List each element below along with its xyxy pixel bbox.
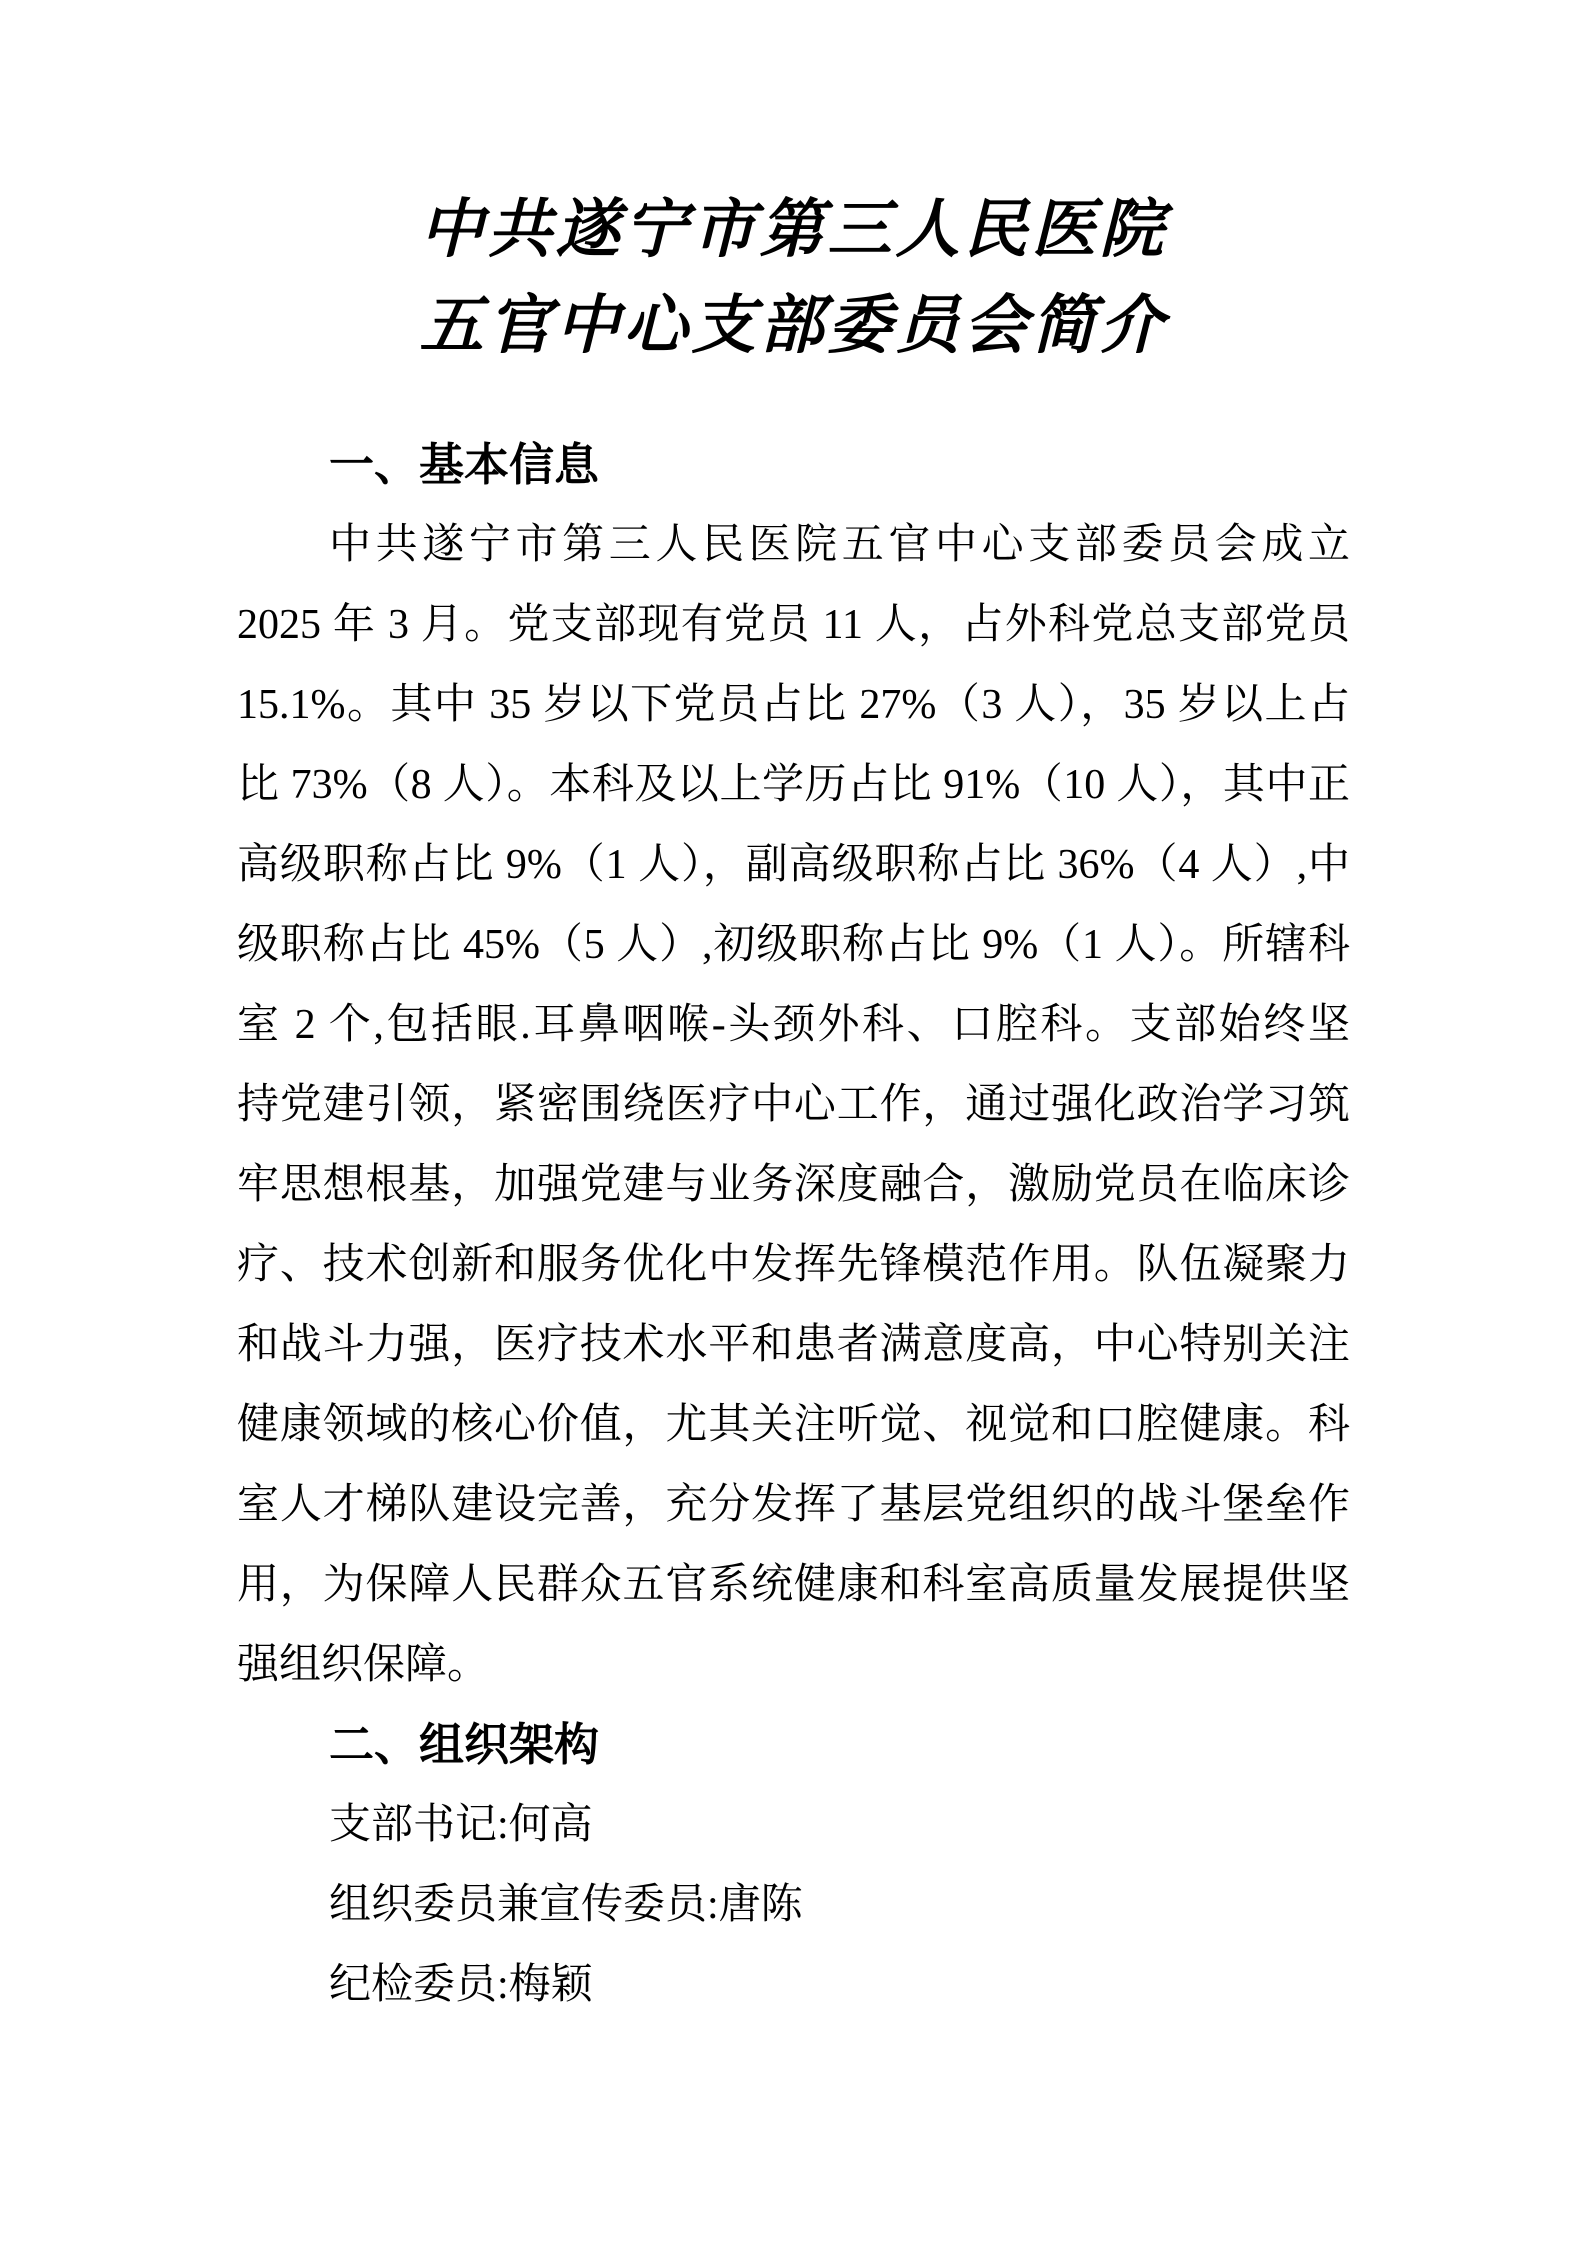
- paragraph-line: 高级职称占比 9%（1 人），副高级职称占比 36%（4 人）,中: [237, 842, 1350, 888]
- org-structure-list: [237, 1785, 1350, 2025]
- paragraph-line: 健康领域的核心价值，尤其关注听觉、视觉和口腔健康。科: [237, 1402, 1350, 1448]
- paragraph-line: 室人才梯队建设完善，充分发挥了基层党组织的战斗堡垒作: [237, 1482, 1350, 1528]
- paragraph-line: 用，为保障人民群众五官系统健康和科室高质量发展提供坚: [237, 1562, 1350, 1608]
- title-line-1: 中共遂宁市第三人民医院: [419, 194, 1168, 265]
- paragraph-line: 疗、技术创新和服务优化中发挥先锋模范作用。队伍凝聚力: [237, 1242, 1350, 1288]
- org-item-discipline-committee: 纪检委员:梅颖: [329, 1962, 593, 2008]
- title-line-2: 五官中心支部委员会简介: [419, 290, 1168, 361]
- paragraph-line: 强组织保障。: [237, 1642, 490, 1688]
- paragraph-line: 室 2 个,包括眼.耳鼻咽喉-头颈外科、口腔科。支部始终坚: [237, 1002, 1350, 1048]
- paragraph-line: 比 73%（8 人）。本科及以上学历占比 91%（10 人），其中正: [237, 762, 1350, 808]
- document-title: [0, 182, 1587, 374]
- org-item-organization-committee: 组织委员兼宣传委员:唐陈: [329, 1882, 803, 1928]
- basic-info-paragraph: [237, 505, 1350, 1705]
- paragraph-line: 级职称占比 45%（5 人）,初级职称占比 9%（1 人）。所辖科: [237, 922, 1350, 968]
- paragraph-line: 和战斗力强，医疗技术水平和患者满意度高，中心特别关注: [237, 1322, 1350, 1368]
- paragraph-line: 持党建引领，紧密围绕医疗中心工作，通过强化政治学习筑: [237, 1082, 1350, 1128]
- org-item-branch-secretary: 支部书记:何高: [329, 1802, 593, 1848]
- section-heading-org-structure: 二、组织架构: [329, 1719, 600, 1770]
- paragraph-line: 2025 年 3 月。党支部现有党员 11 人，占外科党总支部党员: [237, 602, 1350, 648]
- paragraph-line: 牢思想根基，加强党建与业务深度融合，激励党员在临床诊: [237, 1162, 1350, 1208]
- paragraph-line: 中共遂宁市第三人民医院五官中心支部委员会成立: [329, 522, 1350, 568]
- paragraph-line: 15.1%。其中 35 岁以下党员占比 27%（3 人），35 岁以上占: [237, 682, 1350, 728]
- section-heading-basic-info: 一、基本信息: [329, 439, 600, 490]
